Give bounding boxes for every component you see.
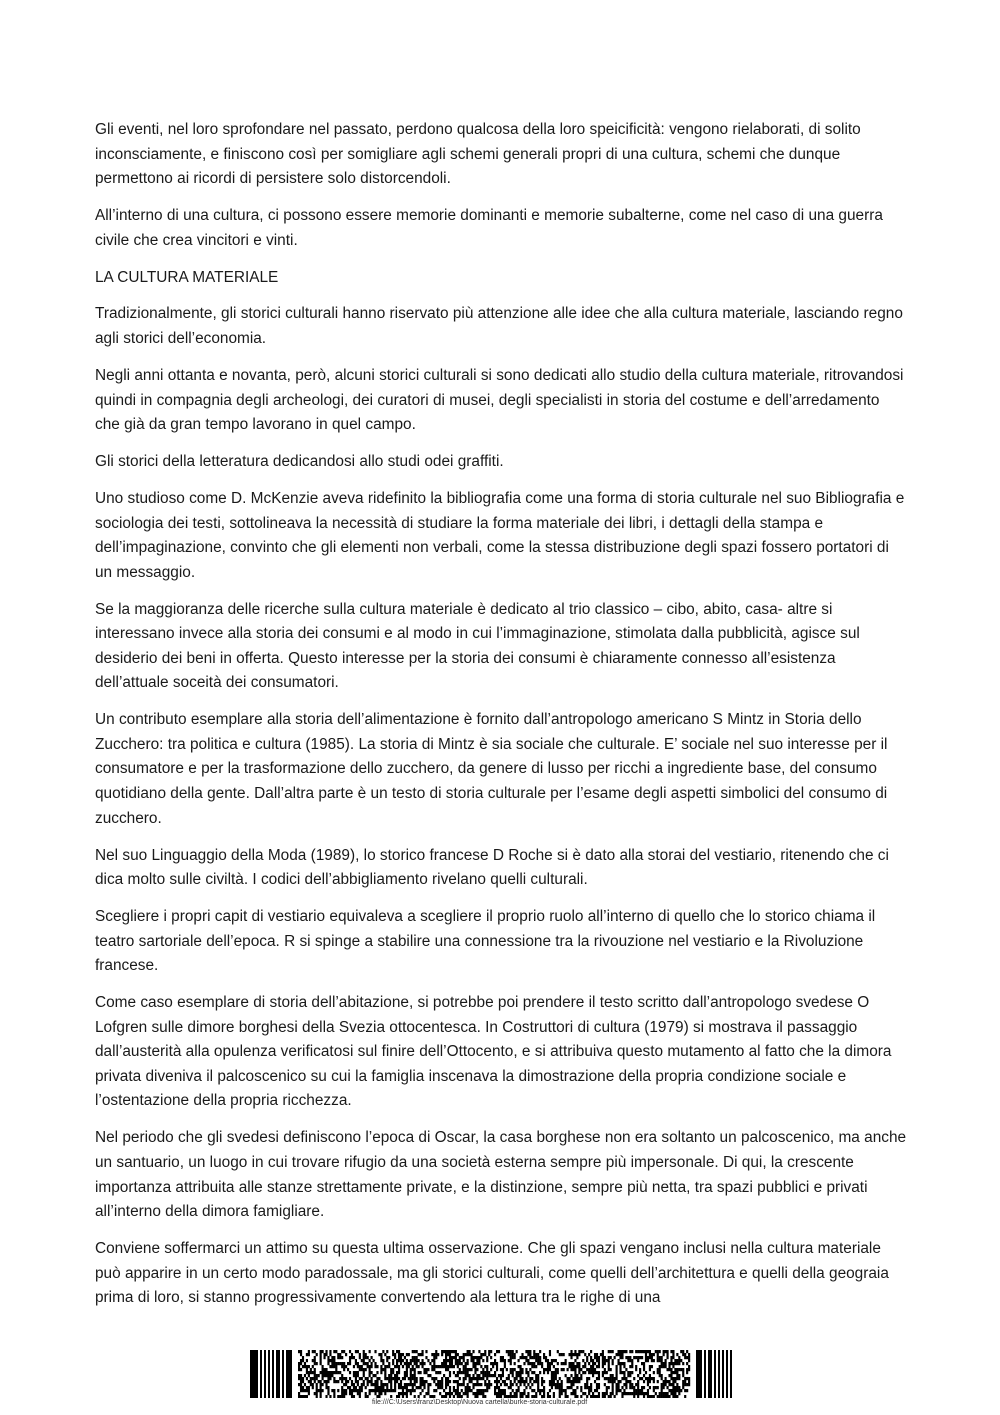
paragraph: Negli anni ottanta e novanta, però, alcuni storici culturali si sono dedicati allo studio della cultura materiale, ritrovandosi quindi in compagnia degli archeologi, dei curatori di musei, degli specialisti in storia del costume e dell’arredamento che già da gran tempo lavorano in quel campo. <box>95 366 904 434</box>
section-heading: LA CULTURA MATERIALE <box>95 268 279 286</box>
paragraph: Scegliere i propri capit di vestiario equivaleva a scegliere il proprio ruolo all’interno di quello che lo storico chiama il teatro sartoriale dell’epoca. R si spinge a stabilire una connessione tra la rivouzione nel vestiario e la Rivoluzione francese. <box>95 908 876 975</box>
paragraph: Nel periodo che gli svedesi definiscono l’epoca di Oscar, la casa borghese non era soltanto un palcoscenico, ma anche un santuario, un luogo in cui trovare rifugio da una società esterna sempre più impersonale. Di qui, la crescente importanza attribuita alle stanze strettamente private, e la distinzione, sempre più netta, tra spazi pubblici e privati all’interno della dimora famigliare. <box>95 1129 907 1221</box>
paragraph: All’interno di una cultura, ci possono essere memorie dominanti e memorie subalterne, come nel caso di una guerra civile che crea vincitori e vinti. <box>95 207 883 249</box>
footer-file-path: file:///C:\Users\franz\Desktop\Nuova cartella\burke-storia-culturale.pdf <box>372 1399 588 1406</box>
paragraph: Tradizionalmente, gli storici culturali hanno riservato più attenzione alle idee che alla cultura materiale, lasciando regno agli storici dell’economia. <box>95 305 903 348</box>
page-body <box>95 118 907 1323</box>
paragraph: Un contributo esemplare alla storia dell’alimentazione è fornito dall’antropologo americano S Mintz in Storia dello Zucchero: tra politica e cultura (1985). La storia di Mintz è sia sociale che culturale. E’ sociale nel suo interesse per il consumatore e per la trasformazione dello zucchero, da genere di lusso per ricchi a ingrediente base, del consumo quotidiano della gente. Dall’altra parte è un testo di storia culturale per l’esame degli aspetti simbolici del consumo di zucchero. <box>95 711 888 827</box>
pdf417-barcode <box>250 1350 732 1398</box>
paragraph: Gli eventi, nel loro sprofondare nel passato, perdono qualcosa della loro speicificità: vengono rielaborati, di solito inconsciamente, e finiscono così per somigliare agli schemi generali propri di una cultura, schemi che dunque permettono ai ricordi di persistere solo distorcendoli. <box>95 121 861 188</box>
paragraph: Gli storici della letteratura dedicandosi allo studi odei graffiti. <box>95 453 504 471</box>
paragraph: Come caso esemplare di storia dell’abitazione, si potrebbe poi prendere il testo scritto dall’antropologo svedese O Lofgren sulle dimore borghesi della Svezia ottocentesca. In Costruttori di cultura (1979) si mostrava il passaggio dall’austerità alla opulenza verificatosi sul finire dell’Ottocento, e si attribuiva questo mutamento al fatto che la dimora privata diveniva il palcoscenico su cui la famiglia inscenava la dimostrazione della propria condizione sociale e l’ostentazione della propria ricchezza. <box>95 994 892 1110</box>
paragraph: Uno studioso come D. McKenzie aveva ridefinito la bibliografia come una forma di storia culturale nel suo Bibliografia e sociologia dei testi, sottolineava la necessità di studiare la forma materiale dei libri, i dettagli della stampa e dell’impaginazione, convinto che gli elementi non verbali, come la stessa distribuzione degli spazi fossero portatori di un messaggio. <box>95 489 905 581</box>
paragraph: Conviene soffermarci un attimo su questa ultima osservazione. Che gli spazi vengano inclusi nella cultura materiale può apparire in un certo modo paradossale, ma gli storici culturali, come quelli dell’architettura e quelli della geograia prima di loro, si stanno progressivamente convertendo ala lettura tra le righe di una <box>95 1240 889 1307</box>
paragraph: Nel suo Linguaggio della Moda (1989), lo storico francese D Roche si è dato alla storai del vestiario, ritenendo che ci dica molto sulle civiltà. I codici dell’abbigliamento rivelano quelli culturali. <box>95 846 889 889</box>
paragraph: Se la maggioranza delle ricerche sulla cultura materiale è dedicato al trio classico – cibo, abito, casa- altre si interessano invece alla storia dei consumi e al modo in cui l’immaginazione, stimolata dalla pubblicità, agisce sul desiderio dei beni in offerta. Questo interesse per la storia dei consumi è chiaramente connesso all’esistenza dell’attuale soceità dei consumatori. <box>95 600 860 692</box>
